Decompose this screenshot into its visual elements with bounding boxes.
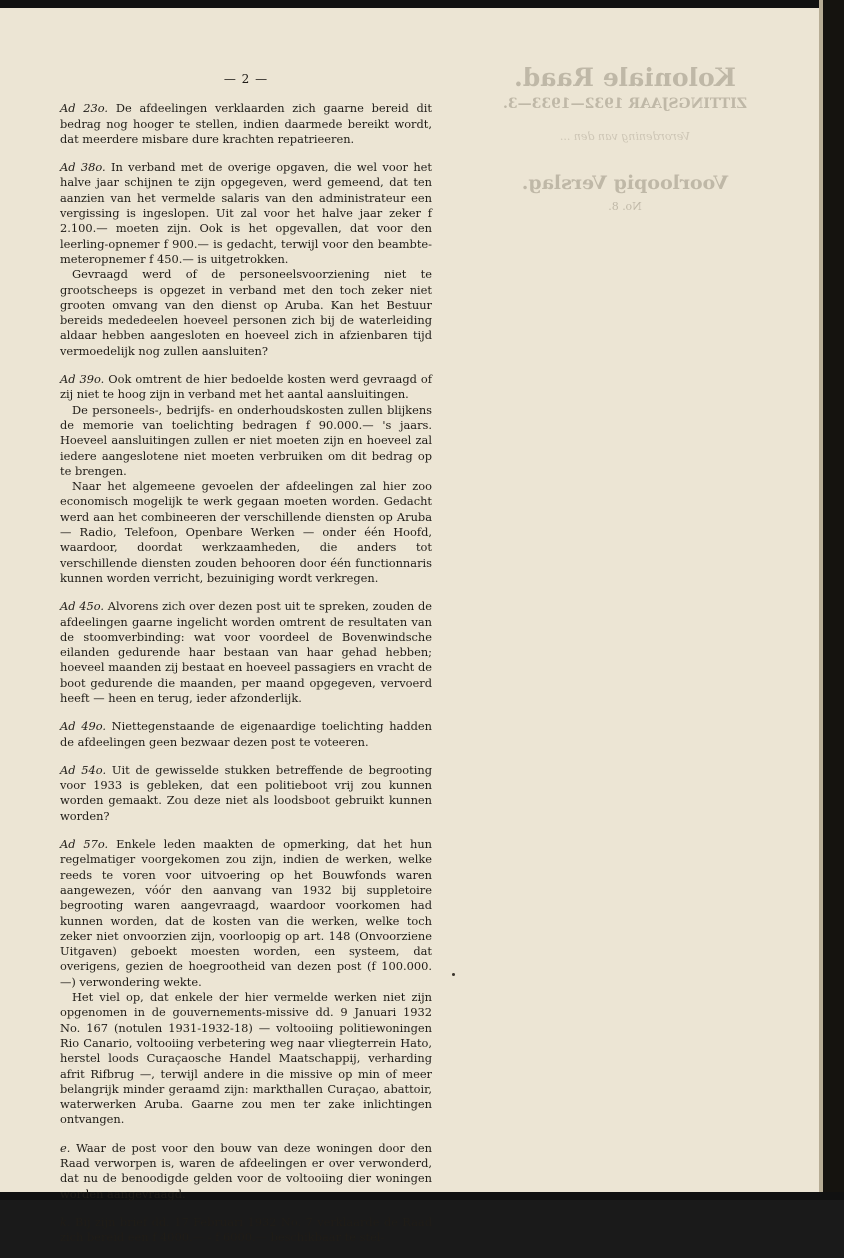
paragraph-body: Bij zijn brief dd. 17 Februari 1932 No. 7 verklaarde de Raad zich bereid een f 4000.— - f 6000.— beschikbaar te stel- <box>60 1214 433 1245</box>
paragraph-list <box>60 101 432 1245</box>
scan-border-top <box>0 0 844 8</box>
paragraph-body: Niettegenstaande de eigenaardige toelichting hadden de afdeelingen geen bezwaar dezen post te voteeren. <box>60 719 432 749</box>
bleed-through-text <box>470 62 780 213</box>
paragraph-text <box>60 599 432 706</box>
paragraph-text <box>60 403 432 479</box>
paragraph-text <box>60 719 432 750</box>
paragraph-text <box>60 372 432 403</box>
paragraph-text <box>60 267 432 359</box>
paragraph-label: Ad 57o. <box>60 837 109 852</box>
paragraph-text <box>60 479 432 586</box>
bleed-line: Koloniale Raad. <box>514 63 736 92</box>
paragraph-text <box>60 837 432 990</box>
paragraph-label: Ad 45o. <box>60 599 105 614</box>
paragraph-text <box>60 990 432 1128</box>
paragraph-body: Gevraagd werd of de personeelsvoorziening niet te grootscheeps is opgezet in verband met den toch zeker niet grooten omvang van den dienst op Aruba. Kan het Bestuur bereids mededeelen hoeveel personen zich bij de waterleiding aldaar hebben aangesloten en hoeveel zich in afzienbaren tijd vermoedelijk nog zullen aansluiten? <box>60 267 432 358</box>
bleed-line: ZITTINGSJAAR 1932—1933—3. <box>503 96 747 112</box>
paragraph-body: De afdeelingen verklaarden zich gaarne bereid dit bedrag nog hooger te stellen, indien daarmede bereikt wordt, dat meerdere misbare dure krachten repatrieeren. <box>60 101 432 146</box>
paragraph-label: Ad 23o. <box>60 101 109 116</box>
scan-border-right <box>823 0 844 1200</box>
paragraph-text <box>60 160 432 267</box>
paragraph <box>60 160 432 359</box>
paragraph-label: k. <box>60 1214 71 1229</box>
paragraph-body: Alvorens zich over dezen post uit te spreken, zouden de afdeelingen gaarne ingelicht worden omtrent de resultaten van de stoomverbinding: wat voor voordeel de Bovenwindsche eilanden gedurende haar bestaan van haar gehad hebben; hoeveel maanden zij bestaat en hoeveel passagiers en vracht de boot gedurende die maanden, per maand opgegeven, vervoerd heeft — heen en terug, ieder afzonderlijk. <box>60 599 432 705</box>
paragraph-text <box>60 1141 432 1202</box>
paragraph <box>60 763 432 824</box>
paragraph-label: Ad 54o. <box>60 762 107 777</box>
paragraph-text <box>60 101 432 147</box>
paragraph-label: Ad 49o. <box>60 719 106 734</box>
margin-dot <box>452 973 455 976</box>
paragraph <box>60 719 432 750</box>
paragraph-text <box>60 763 432 824</box>
paragraph-body: Waar de post voor den bouw van deze woningen door den Raad verworpen is, waren de afdeelingen er over verwonderd, dat nu de benoodigde gelden voor de voltooiing dier woningen worden aangevraagd. <box>60 1140 432 1201</box>
paragraph <box>60 599 432 706</box>
paragraph-label: e. <box>60 1140 71 1155</box>
paragraph-body: Ook omtrent de hier bedoelde kosten werd gevraagd of zij niet te hoog zijn in verband met het aantal aansluitingen. <box>60 372 432 402</box>
paragraph-text <box>60 1215 432 1246</box>
bleed-line: Verordening van den ... <box>559 130 691 143</box>
paragraph <box>60 372 432 586</box>
paragraph <box>60 837 432 1128</box>
paragraph-label: Ad 38o. <box>60 160 106 175</box>
bleed-line: Voorloopig Verslag. <box>521 172 729 194</box>
paragraph <box>60 1215 432 1246</box>
paragraph-label: Ad 39o. <box>60 372 105 387</box>
paragraph <box>60 101 432 147</box>
paragraph-body: Naar het algemeene gevoelen der afdeelingen zal hier zoo economisch mogelijk te werk gegaan moeten worden. Gedacht werd aan het combineeren der verschillende diensten op Aruba — Radio, Telefoon, Openbare Werken — onder één Hoofd, waardoor, doordat werkzaamheden, die anders tot verschillende diensten zouden behooren door één functionnaris kunnen worden verricht, bezuiniging wordt verkregen. <box>60 479 432 585</box>
bleed-line: No. 8. <box>608 200 642 213</box>
text-column <box>60 72 432 1258</box>
paragraph-body: Het viel op, dat enkele der hier vermelde werken niet zijn opgenomen in de gouvernements-missive dd. 9 Januari 1932 No. 167 (notulen 1931-1932-18) — voltooiing politiewoningen Rio Canario, voltooiing verbetering weg naar vliegterrein Hato, herstel loods Curaçaosche Handel Maatschappij, verharding afrit Rifbrug —, terwijl andere in die missive op min of meer belangrijk minder geraamd zijn: markthallen Curaçao, abattoir, waterwerken Aruba. Gaarne zou men ter zake inlichtingen ontvangen. <box>60 990 432 1127</box>
page-number: — 2 — <box>223 72 269 86</box>
paragraph-body: Enkele leden maakten de opmerking, dat het hun regelmatiger voorgekomen zou zijn, indien de werken, welke reeds te voren voor uitvoering op het Bouwfonds waren aangewezen, vóór den aanvang van 1932 bij suppletoire begrooting waren aangevraagd, waardoor voorkomen had kunnen worden, dat de kosten van die werken, welke toch zeker niet onvoorzien zijn, voorloopig op art. 148 (Onvoorziene Uitgaven) geboekt moesten worden, een systeem, dat overigens, gezien de hoegrootheid van dezen post (f 100.000.—) verwondering wekte. <box>60 837 432 989</box>
paragraph <box>60 1141 432 1202</box>
paragraph-body: In verband met de overige opgaven, die wel voor het halve jaar schijnen te zijn opgegeven, werd gemeend, dat ten aanzien van het vermelde salaris van den administrateur een vergissing is ingeslopen. Uit zal voor het halve jaar zeker f 2.100.— moeten zijn. Ook is het opgevallen, dat voor den leerling-opnemer f 900.— is gedacht, terwijl voor den beambte-meteropnemer f 450.— is uitgetrokken. <box>60 160 433 266</box>
paragraph-body: Uit de gewisselde stukken betreffende de begrooting voor 1933 is gebleken, dat een politieboot vrij zou kunnen worden gemaakt. Zou deze niet als loodsboot gebruikt kunnen worden? <box>60 762 432 823</box>
paragraph-body: De personeels-, bedrijfs- en onderhoudskosten zullen blijkens de memorie van toelichting bedragen f 90.000.— 's jaars. Hoeveel aansluitingen zullen er niet moeten zijn en hoeveel zal iedere aangeslotene niet moeten verbruiken om dit bedrag op te brengen. <box>60 402 432 478</box>
